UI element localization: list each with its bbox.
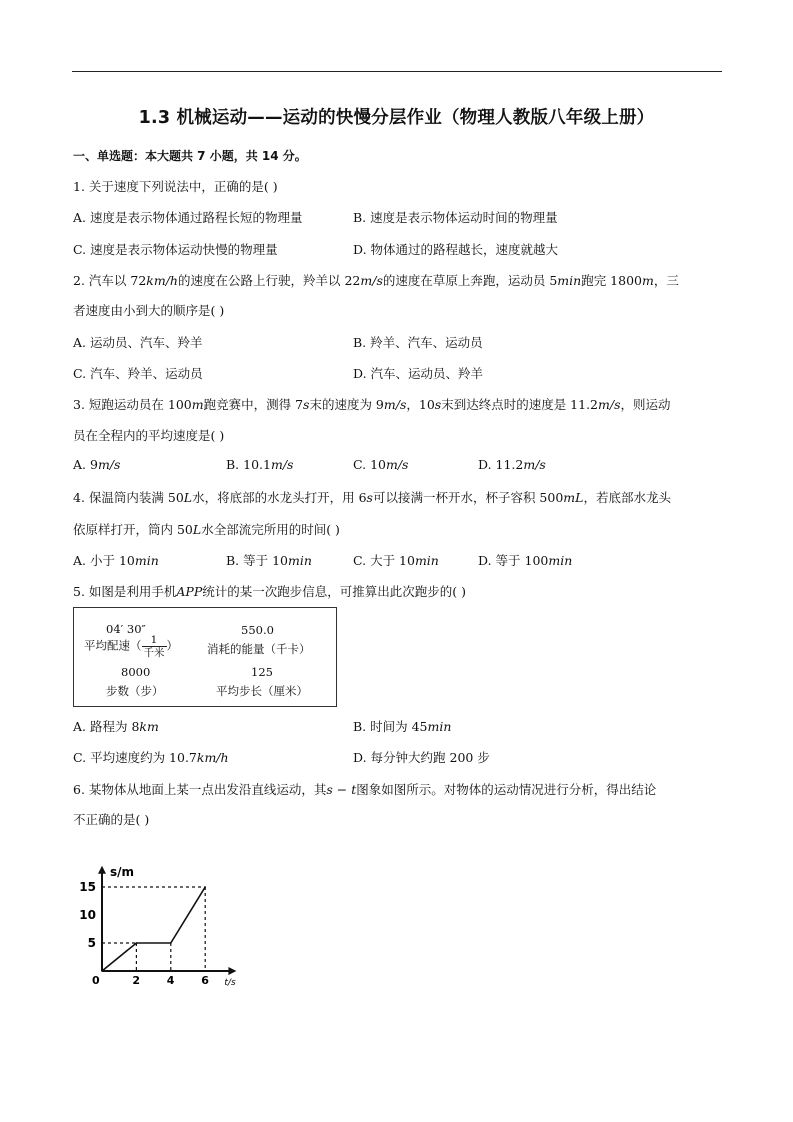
text: 跑竞赛中，测得 7	[203, 397, 304, 412]
pace-label: 平均配速（ $\frac{1}{\text{千米}}$ ）	[84, 634, 178, 659]
pace-unit-fraction	[142, 634, 167, 659]
text: B. 10.1	[226, 457, 271, 472]
y-tick-label: 5	[87, 936, 96, 950]
text: ，三	[653, 273, 679, 288]
section-heading: 一、单选题：本大题共 7 小题，共 14 分。	[73, 149, 307, 163]
q4-option-c	[353, 551, 439, 569]
steps-value: 8000	[121, 665, 151, 679]
unit: m/s	[270, 457, 294, 472]
text: 统计的某一次跑步信息，可推算出此次跑步的( )	[202, 584, 466, 599]
stride-label: 平均步长（厘米）	[216, 684, 308, 698]
text: ，10	[406, 397, 435, 412]
app-term: APP	[176, 584, 203, 599]
unit: m/s	[598, 397, 621, 412]
y-axis-label: s/m	[110, 864, 135, 879]
page-title: 1.3 机械运动——运动的快慢分层作业（物理人教版八年级上册）	[138, 108, 655, 128]
running-app-info-box	[73, 607, 337, 707]
q3-option-c	[353, 457, 408, 472]
text: 平均配速	[84, 638, 130, 653]
unit: m/s	[385, 457, 409, 472]
math-expression: s − t	[326, 782, 357, 797]
text: 水，将底部的水龙头打开，用 6	[192, 490, 367, 505]
unit: m/s	[523, 457, 546, 472]
unit: m/s	[383, 397, 407, 412]
energy-value: 550.0	[241, 623, 274, 637]
header-rule	[72, 71, 722, 72]
unit: s	[303, 397, 310, 412]
q4-option-a	[73, 551, 159, 569]
fraction-denominator: 千米	[143, 647, 165, 659]
q2-stem-line2: 者速度由小到大的顺序是( )	[73, 303, 225, 318]
text: 5. 如图是利用手机	[73, 584, 177, 599]
text: A. 路程为 8	[73, 719, 140, 734]
q4-stem-line1	[73, 488, 671, 506]
pace-value: 04′ 30″	[106, 622, 146, 636]
stride-value: 125	[251, 665, 273, 679]
q1-option-d: D. 物体通过的路程越长，速度就越大	[353, 242, 559, 257]
text: B. 时间为 45	[353, 719, 428, 734]
s-t-graph	[72, 840, 252, 988]
text: 的速度在公路上行驶，羚羊以 22	[177, 273, 361, 288]
text: 末的速度为 9	[309, 397, 384, 412]
q3-option-b	[226, 457, 293, 472]
unit: m/s	[360, 273, 383, 288]
text: A. 9	[73, 457, 98, 472]
text: C. 大于 10	[353, 553, 415, 568]
text: 6. 某物体从地面上某一点出发沿直线运动，其	[73, 782, 327, 797]
unit: km	[139, 719, 159, 734]
text: B. 等于 10	[226, 553, 289, 568]
unit: s	[366, 490, 373, 505]
fraction-numerator: 1	[142, 634, 167, 647]
text: 可以接满一杯开水，杯子容积 500	[372, 490, 564, 505]
data-point	[101, 970, 103, 972]
unit: km/h	[196, 750, 229, 765]
text: 图象如图所示。对物体的运动情况进行分析，得出结论	[356, 782, 657, 797]
text: 3. 短跑运动员在 100	[73, 397, 192, 412]
q3-option-a	[73, 457, 120, 472]
unit: mL	[563, 490, 584, 505]
q5-option-b	[353, 717, 451, 735]
unit: min	[557, 273, 582, 288]
steps-label: 步数（步）	[106, 684, 164, 698]
q2-option-c: C. 汽车、羚羊、运动员	[73, 366, 203, 381]
q4-option-b	[226, 551, 312, 569]
unit: L	[183, 490, 193, 505]
q5-option-d: D. 每分钟大约跑 200 步	[353, 750, 490, 765]
x-axis-arrow	[228, 967, 236, 975]
text: C. 10	[353, 457, 386, 472]
q3-stem-line1	[73, 395, 671, 413]
q6-stem-line1	[73, 780, 656, 798]
unit: L	[192, 522, 202, 537]
q5-option-c	[73, 748, 229, 766]
x-tick-label: 4	[166, 974, 175, 987]
text: 4. 保温筒内装满 50	[73, 490, 184, 505]
text: 2. 汽车以 72	[73, 273, 147, 288]
text: ，若底部水龙头	[583, 490, 671, 505]
x-tick-label: 6	[201, 974, 209, 987]
q5-stem	[73, 582, 466, 600]
text: 依原样打开，筒内 50	[73, 522, 193, 537]
text: D. 等于 100	[478, 553, 549, 568]
q1-option-a: A. 速度是表示物体通过路程长短的物理量	[73, 210, 303, 225]
x-tick-label: 2	[132, 974, 141, 987]
q1-stem: 1. 关于速度下列说法中，正确的是( )	[73, 179, 278, 194]
y-tick-label: 10	[79, 908, 96, 922]
q6-stem-line2: 不正确的是( )	[73, 812, 150, 827]
text: ，则运动	[620, 397, 671, 412]
data-point	[204, 886, 206, 888]
text: D. 11.2	[478, 457, 524, 472]
unit: min	[427, 719, 452, 734]
q5-option-a	[73, 717, 159, 735]
data-point	[136, 942, 138, 944]
text: 水全部流完所用的时间( )	[201, 522, 340, 537]
q1-option-b: B. 速度是表示物体运动时间的物理量	[353, 210, 558, 225]
q3-option-d	[478, 457, 546, 472]
series-line	[102, 887, 205, 971]
q4-option-d	[478, 551, 572, 569]
unit: min	[548, 553, 573, 568]
q2-stem-line1	[73, 271, 679, 289]
y-tick-label: 15	[79, 880, 96, 894]
unit: min	[288, 553, 312, 568]
y-axis-arrow	[98, 866, 106, 874]
unit: m/s	[97, 457, 121, 472]
q2-option-b: B. 羚羊、汽车、运动员	[353, 335, 483, 350]
unit: min	[134, 553, 159, 568]
text: C. 平均速度约为 10.7	[73, 750, 197, 765]
unit: s	[434, 397, 442, 412]
text: A. 小于 10	[73, 553, 135, 568]
q1-option-c: C. 速度是表示物体运动快慢的物理量	[73, 242, 278, 257]
unit: min	[414, 553, 439, 568]
text: 末到达终点时的速度是 11.2	[441, 397, 599, 412]
q2-option-a: A. 运动员、汽车、羚羊	[73, 335, 203, 350]
data-point	[170, 942, 172, 944]
x-tick-label: 0	[92, 974, 100, 987]
unit: km/h	[146, 273, 178, 288]
q2-option-d: D. 汽车、运动员、羚羊	[353, 366, 484, 381]
energy-label: 消耗的能量（千卡）	[207, 642, 311, 656]
unit: m	[642, 273, 654, 288]
text: 跑完 1800	[581, 273, 642, 288]
q4-stem-line2	[73, 520, 340, 538]
text: 的速度在草原上奔跑，运动员 5	[382, 273, 558, 288]
x-axis-label: t/s	[224, 978, 236, 988]
q3-stem-line2: 员在全程内的平均速度是( )	[73, 428, 225, 443]
unit: m	[191, 397, 204, 412]
